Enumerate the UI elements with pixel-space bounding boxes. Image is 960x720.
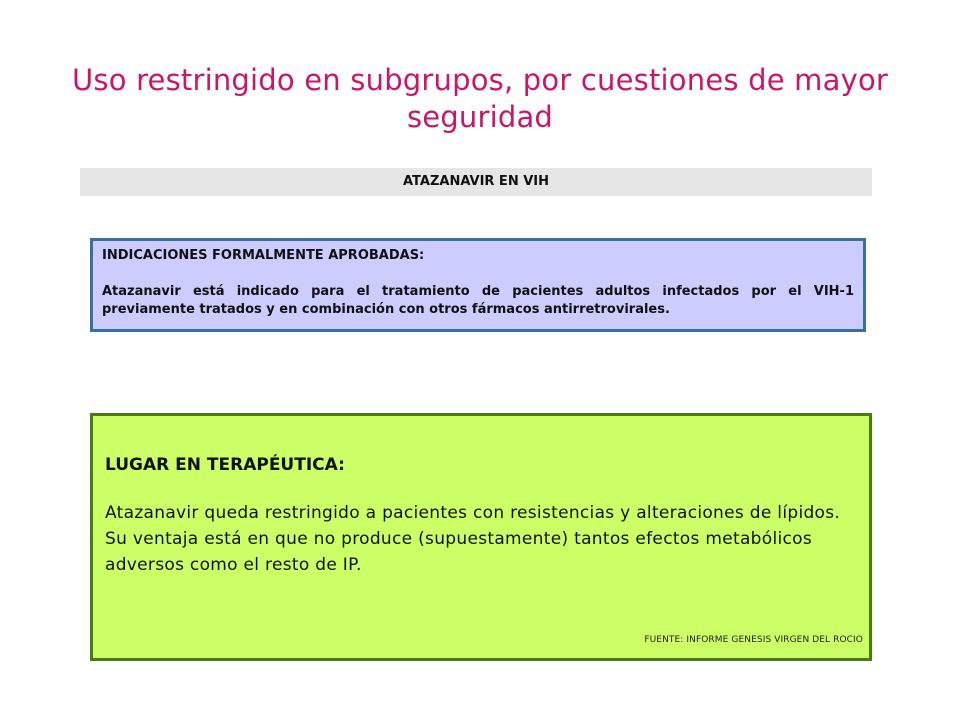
drug-banner: ATAZANAVIR EN VIH xyxy=(80,168,872,196)
slide-title: Uso restringido en subgrupos, por cuestiones de mayor seguridad xyxy=(71,63,889,134)
therapy-paragraph-advantage: Su ventaja está en que no produce (supuestamente) tantos efectos metabólicos adversos como el resto de IP. xyxy=(105,529,813,575)
indications-body: Atazanavir está indicado para el tratamiento de pacientes adultos infectados por el VIH-1 previamente tratados y en combinación con otros fármacos antirretrovirales. xyxy=(102,284,854,317)
therapy-box xyxy=(90,413,872,661)
therapy-paragraph-restriction: Atazanavir queda restringido a pacientes con resistencias y alteraciones de lípidos. xyxy=(105,503,841,523)
indications-heading: INDICACIONES FORMALMENTE APROBADAS: xyxy=(102,248,425,263)
therapy-body xyxy=(105,500,855,578)
indications-box xyxy=(90,238,866,332)
therapy-heading: LUGAR EN TERAPÉUTICA: xyxy=(105,455,345,475)
source-citation: FUENTE: INFORME GENESIS VIRGEN DEL ROCIO xyxy=(644,635,863,645)
